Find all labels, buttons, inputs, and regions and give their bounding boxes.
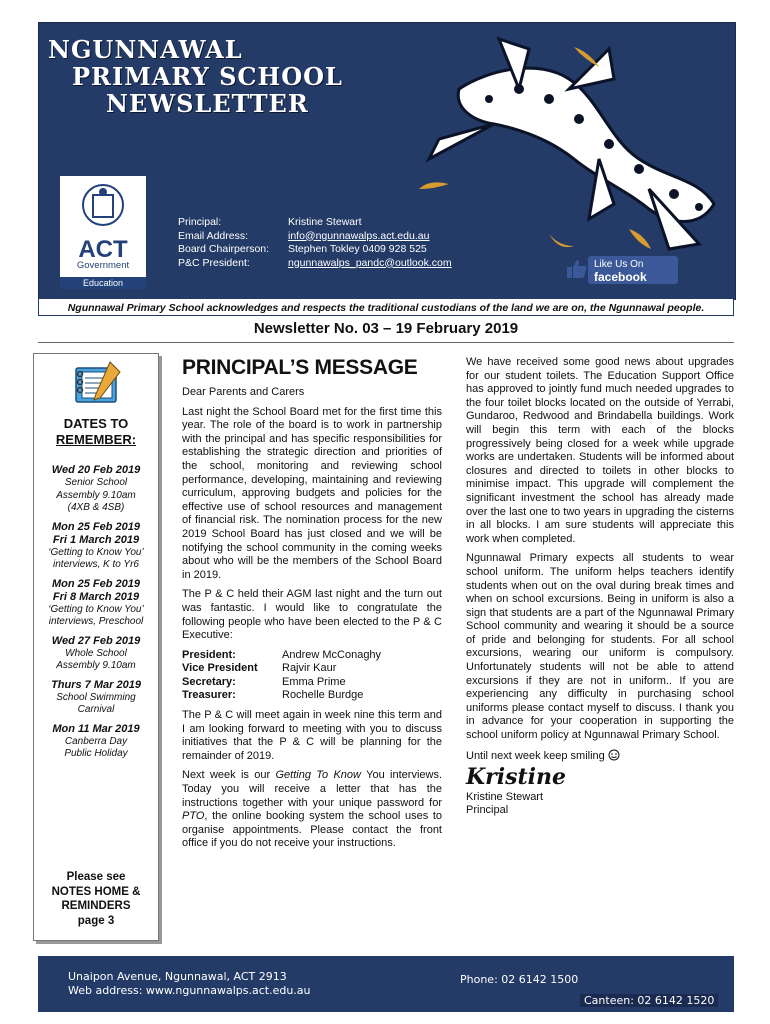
coat-of-arms-icon — [78, 180, 128, 230]
logo-education-text: Education — [60, 277, 146, 289]
dates-sidebar — [33, 353, 159, 941]
exec-role: Treasurer: — [182, 689, 236, 702]
text-run-italic: PTO — [182, 810, 205, 823]
signature: Kristine — [466, 764, 566, 791]
notes-home-reminder — [40, 870, 152, 928]
exec-role: Secretary: — [182, 675, 236, 688]
notes-line: REMINDERS — [61, 900, 131, 912]
newsletter-title — [48, 36, 428, 117]
footer-banner — [38, 956, 734, 1012]
event-date-end: Fri 1 March 2019 — [52, 533, 140, 546]
salutation: Dear Parents and Carers — [182, 386, 305, 398]
paragraph: Ngunnawal Primary expects all students to wear school uniform. The uniform helps teachers identify students when out on the oval during break times and when on school excursions. Being in uniform is also a sign that students are a part of the Ngunnawal Primary School community and wearing it should be a source of pride and belonging for students. For all school excursions, wearing our uniform is compulsory. Unfortunately students will not be able to attend excursions if they are not in uniform.. If you are experiencing any difficulty in purchasing school uniforms please contact myself to discuss. I thank you in advance for your cooperation in supporting the school uniform policy at Ngunnawal Primary School. — [466, 552, 734, 742]
exec-role: President: — [182, 648, 236, 661]
notes-line: NOTES HOME & — [51, 885, 141, 898]
smiley-icon — [608, 749, 620, 761]
event-list — [34, 464, 158, 767]
event-desc: ‘Getting to Know You’ interviews, K to Yr6 — [48, 546, 144, 570]
event-date: Mon 25 Feb 2019 — [51, 577, 141, 590]
signer-name: Kristine Stewart — [466, 790, 544, 803]
pc-email-link[interactable]: ngunnawalps_pandc@outlook.com — [288, 256, 452, 269]
web-address[interactable]: Web address: www.ngunnawalps.act.edu.au — [68, 984, 311, 997]
contact-row-principal — [178, 216, 478, 230]
facebook-badge — [588, 256, 678, 284]
contact-label: P&C President: — [178, 256, 250, 269]
list-item — [34, 578, 158, 629]
contact-row-pc — [178, 257, 478, 271]
footer-address — [68, 970, 311, 998]
event-date: Mon 11 Mar 2019 — [52, 722, 140, 735]
act-government-logo — [60, 176, 146, 288]
footer-canteen: Canteen: 02 6142 1520 — [580, 994, 718, 1007]
contact-value: Stephen Tokley 0409 928 525 — [288, 243, 427, 255]
event-date: Wed 27 Feb 2019 — [51, 634, 141, 647]
event-desc: Senior School Assembly 9.10am (4XB & 4SB) — [56, 477, 136, 513]
paragraph: The P & C will meet again in week nine this term and I am looking forward to meeting with you to discuss initiatives that the P & C will be planning for the remainder of 2019. — [182, 709, 442, 762]
event-date: Mon 25 Feb 2019 — [51, 520, 141, 533]
pc-executive-list — [182, 649, 442, 703]
text-run-italic: Getting To Know — [275, 769, 361, 782]
dates-heading — [34, 416, 158, 448]
newsletter-issue: Newsletter No. 03 – 19 February 2019 — [253, 320, 519, 337]
notes-line: Please see — [66, 871, 126, 883]
paragraph — [182, 769, 442, 851]
principal-message-column-2 — [466, 356, 734, 818]
notes-line: page 3 — [77, 914, 115, 927]
title-line: NEWSLETTER — [106, 89, 309, 118]
event-date: Wed 20 Feb 2019 — [51, 464, 141, 476]
logo-act-text: ACT — [78, 236, 128, 263]
list-item — [34, 723, 158, 761]
paragraph: Last night the School Board met for the first time this year. The role of the board is to work in partnership with the principal and has specific responsibilities for establishing the strategic direction and priorities of the school, monitoring and reviewing school performance, developing, maintaining and reviewing curriculum, approving budgets and policies for the effective use of school resources and management of financial risk. The nomination process for the new 2019 School Board has just closed and we will be notifying the school community in the coming weeks about who will be the members of the School Board in 2019. — [182, 405, 442, 581]
event-desc: Whole School Assembly 9.10am — [56, 647, 136, 671]
text-run: Next week is our — [182, 769, 276, 782]
thumbs-up-icon — [566, 258, 588, 280]
paragraph: The P & C held their AGM last night and the turn out was fantastic. I would like to congratulate the following people who have been elected to the P & C Executive: — [182, 588, 442, 642]
contact-details — [178, 216, 478, 270]
event-desc: School Swimming Carnival — [56, 691, 136, 715]
text-run: , the online booking system the school uses to organise appointments. Please contact the front office if you do not receive your instructions. — [182, 810, 442, 850]
article-heading: PRINCIPAL’S MESSAGE — [182, 356, 418, 379]
event-desc: Canberra Day Public Holiday — [64, 735, 128, 759]
text-run: You interviews. Today you will receive a letter that has the instructions together with your unique password for — [182, 769, 443, 809]
contact-label: Principal: — [178, 216, 222, 228]
contact-label: Email Address: — [178, 229, 249, 242]
exec-name: Emma Prime — [282, 675, 346, 688]
exec-name: Rochelle Burdge — [282, 689, 364, 702]
contact-row-board — [178, 243, 478, 257]
list-item — [34, 635, 158, 673]
list-item — [34, 679, 158, 717]
event-desc: ‘Getting to Know You’ interviews, Preschool — [48, 603, 144, 627]
exec-role: Vice President — [182, 662, 258, 675]
divider — [38, 342, 734, 343]
contact-row-email — [178, 230, 478, 244]
notebook-icon — [70, 360, 124, 408]
title-line: PRIMARY SCHOOL — [72, 62, 343, 91]
facebook-like-button[interactable] — [566, 254, 676, 286]
contact-value: Kristine Stewart — [288, 216, 362, 228]
event-date-end: Fri 8 March 2019 — [52, 590, 140, 603]
list-item — [34, 464, 158, 515]
acknowledgement-of-country: Ngunnawal Primary School acknowledges and respects the traditional custodians of the land we are on, the Ngunnawal people. — [38, 298, 734, 316]
dates-heading-line: REMEMBER: — [55, 432, 137, 447]
principal-message-column-1 — [182, 356, 442, 857]
logo-government-text: Government — [76, 260, 130, 271]
footer-phone: Phone: 02 6142 1500 — [460, 973, 579, 986]
facebook-line2: facebook — [594, 270, 647, 284]
signer-title: Principal — [466, 804, 509, 817]
email-link[interactable]: info@ngunnawalps.act.edu.au — [288, 229, 430, 242]
address-text: Unaipon Avenue, Ngunnawal, ACT 2913 — [68, 970, 287, 983]
title-line: NGUNNAWAL — [48, 35, 243, 64]
closing-text: Until next week keep smiling — [466, 749, 605, 762]
dates-heading-line: DATES TO — [63, 416, 129, 431]
paragraph: We have received some good news about upgrades for our student toilets. The Education Support Office has approved to jointly fund much needed upgrades to the four toilet blocks located on the outside of Yerrabi, Gundaroo, Redwood and Brindabella buildings. Work will begin this term with each of the blocks progressively being closed for a week while upgrade works are undertaken. Students will be informed about closures and directed to toilets in other blocks to minimise impact. This upgrade will complement the significant investment the school has already made over the last one to two years in upgrading the cisterns in all blocks. I am sure students will appreciate this work when completed. — [466, 356, 734, 545]
exec-name: Andrew McConaghy — [282, 648, 382, 661]
contact-label: Board Chairperson: — [178, 243, 270, 255]
exec-name: Rajvir Kaur — [282, 662, 337, 675]
list-item — [34, 521, 158, 572]
facebook-line1: Like Us On — [594, 259, 644, 270]
closing-line — [466, 749, 734, 764]
event-date: Thurs 7 Mar 2019 — [51, 678, 141, 691]
